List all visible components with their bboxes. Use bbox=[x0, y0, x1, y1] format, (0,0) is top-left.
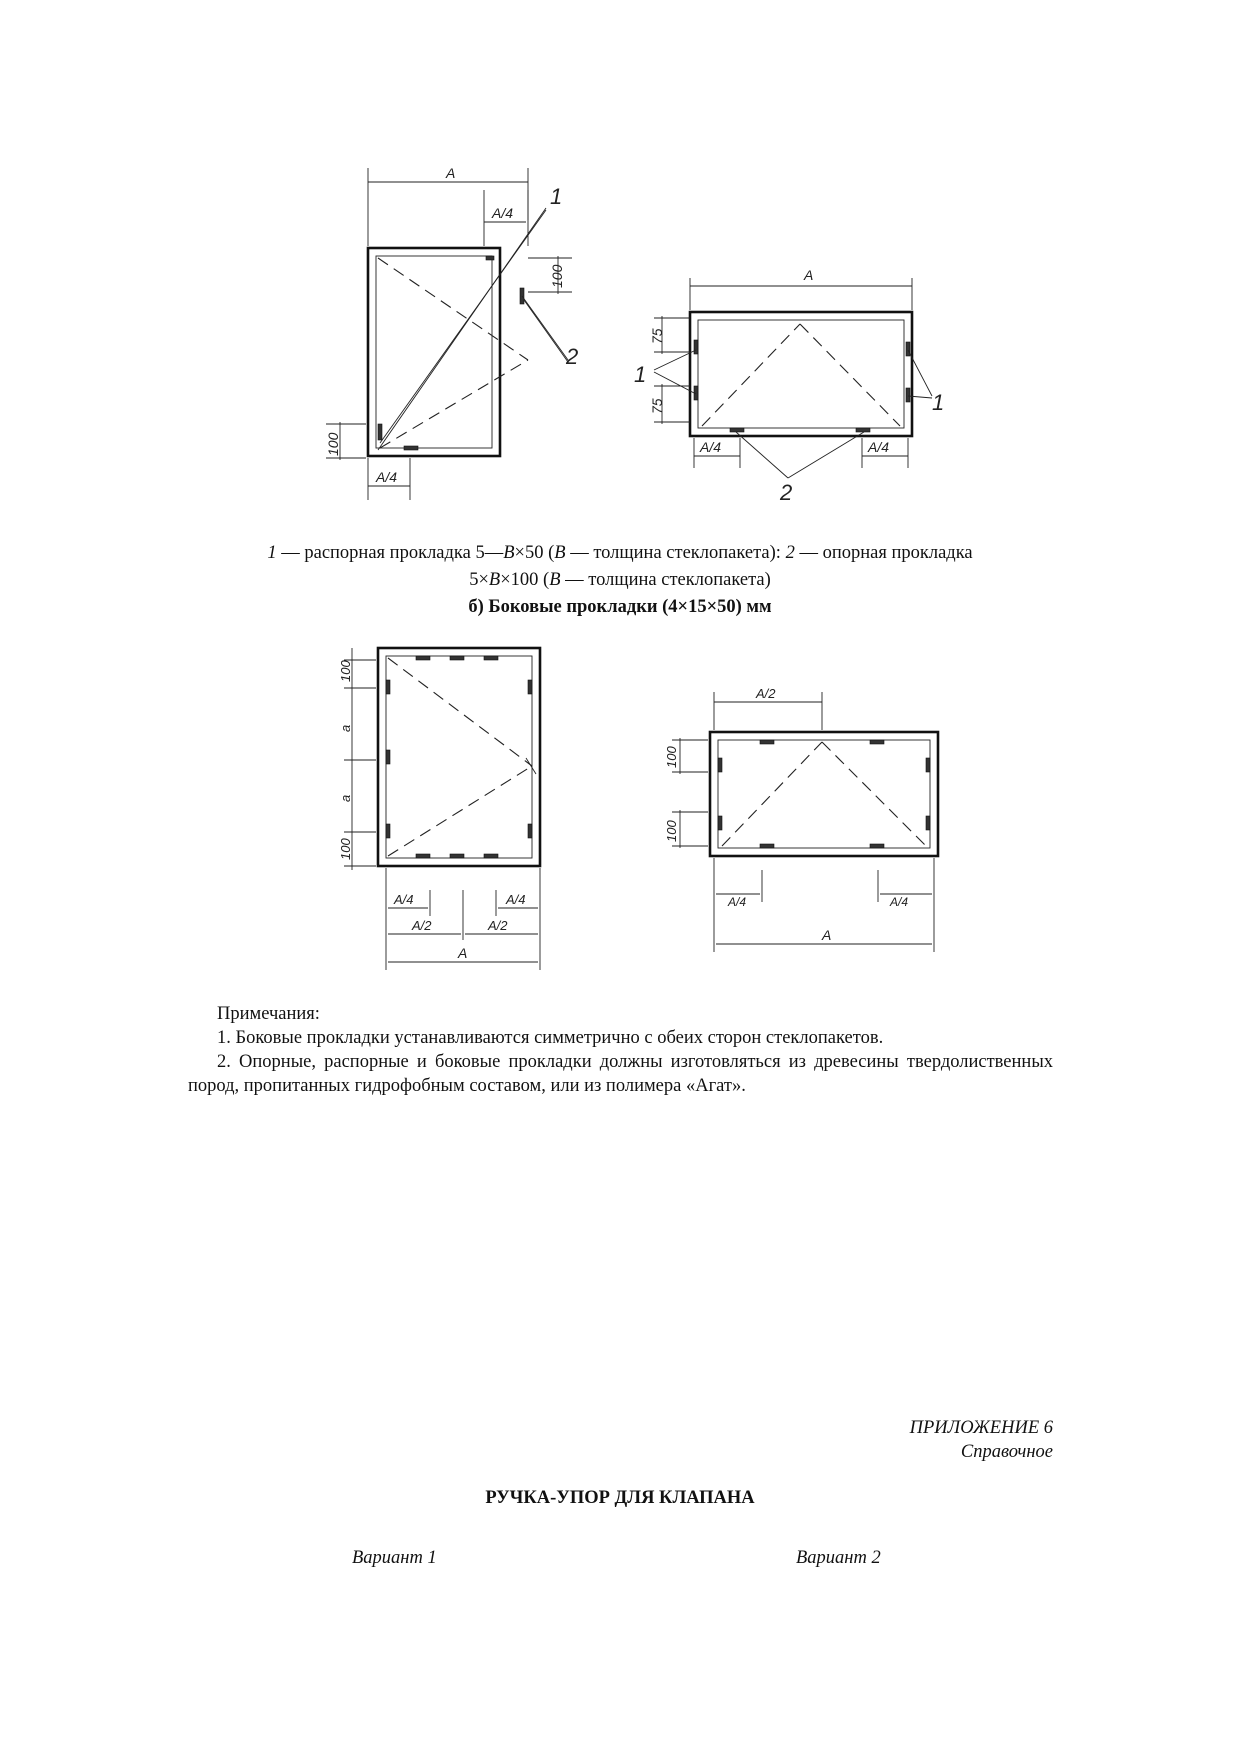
side-pad bbox=[484, 656, 498, 660]
section-subtitle: б) Боковые прокладки (4×15×50) мм bbox=[468, 597, 772, 617]
spacer-pad bbox=[486, 256, 494, 260]
fig-b-left-dim-a-upper: a bbox=[338, 724, 353, 732]
fig-b-left-dim-a2-left: A/2 bbox=[412, 918, 432, 933]
figure-a-right-frame bbox=[654, 278, 932, 478]
notes-block bbox=[188, 1002, 1053, 1098]
caption-line-2 bbox=[200, 567, 1040, 594]
support-pad bbox=[730, 428, 744, 432]
side-pad bbox=[416, 854, 430, 858]
side-pad bbox=[484, 854, 498, 858]
side-pad bbox=[386, 824, 390, 838]
fig-a-right-dim-75-bottom: 75 bbox=[649, 398, 665, 414]
side-pad bbox=[760, 844, 774, 848]
fig-a-left-dim-a4-top: A/4 bbox=[492, 205, 514, 221]
figure-a-left-frame bbox=[326, 168, 572, 500]
note-item-2: 2. Опорные, распорные и боковые прокладки должны изготовляться из древесины твердолиственных пород, пропитанных гидрофобным составом, или из полимера «Агат». bbox=[188, 1052, 1053, 1096]
fig-a-left-dim-a4-bottom: A/4 bbox=[376, 469, 398, 485]
spacer-pad bbox=[906, 342, 910, 356]
spacer-pad bbox=[694, 340, 698, 354]
fig-a-right-dim-a4-right: A/4 bbox=[868, 439, 890, 455]
caption-text-7: — толщина стеклопакета) bbox=[560, 570, 771, 590]
appendix-type: Справочное bbox=[960, 1442, 1053, 1462]
caption-text-2: ×50 ( bbox=[514, 543, 555, 563]
side-pad bbox=[386, 750, 390, 764]
side-pad bbox=[718, 816, 722, 830]
caption-text-1: — распорная прокладка 5— bbox=[276, 543, 504, 563]
figure-a-drawings bbox=[0, 160, 1240, 530]
fig-a-left-callout-2: 2 bbox=[566, 344, 579, 369]
appendix-label: ПРИЛОЖЕНИЕ 6 bbox=[909, 1418, 1053, 1438]
variant-1-label: Вариант 1 bbox=[352, 1548, 437, 1568]
side-pad bbox=[528, 824, 532, 838]
caption-var-b4: В bbox=[549, 570, 561, 590]
spacer-pad bbox=[906, 388, 910, 402]
side-pad bbox=[926, 758, 930, 772]
fig-a-left-callout-1: 1 bbox=[550, 184, 563, 209]
fig-a-right-dim-a4-left: A/4 bbox=[700, 439, 722, 455]
fig-b-left-dim-100-top: 100 bbox=[338, 660, 353, 682]
support-pad bbox=[404, 446, 418, 450]
fig-a-left-dim-100-top: 100 bbox=[549, 264, 565, 288]
spacer-pad bbox=[378, 424, 382, 440]
fig-a-right-callout-2: 2 bbox=[780, 480, 793, 505]
support-pad bbox=[856, 428, 870, 432]
figure-b-left-frame bbox=[344, 648, 540, 970]
caption-num-1: 1 bbox=[267, 543, 277, 563]
side-pad bbox=[450, 656, 464, 660]
fig-a-left-dim-a: A bbox=[446, 165, 456, 181]
appendix-header bbox=[910, 1416, 1053, 1464]
figure-b-right-frame bbox=[672, 692, 938, 952]
fig-b-left-dim-a: A bbox=[458, 945, 468, 961]
notes-heading: Примечания: bbox=[217, 1004, 320, 1024]
fig-b-right-dim-a2: A/2 bbox=[756, 686, 776, 701]
side-pad bbox=[386, 680, 390, 694]
fig-b-right-dim-a4-right: A/4 bbox=[890, 895, 909, 909]
caption-var-b3: В bbox=[488, 570, 501, 590]
caption-text-3: — толщина стеклопакета): bbox=[565, 543, 786, 563]
side-pad bbox=[718, 758, 722, 772]
caption-text-6: ×100 ( bbox=[500, 570, 550, 590]
appendix-title: РУЧКА-УПОР ДЛЯ КЛАПАНА bbox=[485, 1488, 755, 1508]
fig-a-left-dim-100-bottom: 100 bbox=[325, 432, 341, 456]
figure-a-caption bbox=[200, 540, 1040, 621]
fig-b-left-dim-a2-right: A/2 bbox=[488, 918, 508, 933]
fig-a-right-callout-1-left: 1 bbox=[634, 362, 647, 387]
caption-num-2: 2 bbox=[785, 543, 795, 563]
caption-text-4: — опорная прокладка bbox=[794, 543, 973, 563]
fig-b-left-dim-100-bottom: 100 bbox=[338, 838, 353, 860]
side-pad bbox=[528, 680, 532, 694]
fig-a-right-dim-a: A bbox=[804, 267, 814, 283]
caption-line-1 bbox=[200, 540, 1040, 567]
side-pad bbox=[450, 854, 464, 858]
variant-2-label: Вариант 2 bbox=[796, 1548, 881, 1568]
fig-b-right-dim-a: A bbox=[822, 927, 832, 943]
side-pad bbox=[870, 844, 884, 848]
fig-a-right-dim-75-top: 75 bbox=[649, 328, 665, 344]
fig-a-right-callout-1-right: 1 bbox=[932, 390, 945, 415]
fig-b-left-dim-a-lower: a bbox=[338, 794, 353, 802]
fig-b-right-dim-100-bottom: 100 bbox=[664, 820, 679, 842]
fig-b-right-dim-a4-left: A/4 bbox=[728, 895, 747, 909]
fig-b-left-dim-a4-left: A/4 bbox=[394, 892, 414, 907]
side-pad bbox=[760, 740, 774, 744]
caption-var-b1: В bbox=[503, 543, 515, 563]
caption-var-b2: В bbox=[554, 543, 566, 563]
figure-b-drawings bbox=[0, 640, 1240, 990]
side-pad bbox=[416, 656, 430, 660]
side-pad bbox=[926, 816, 930, 830]
fig-b-left-dim-a4-right: A/4 bbox=[506, 892, 526, 907]
fig-b-right-dim-100-top: 100 bbox=[664, 746, 679, 768]
caption-text-5: 5× bbox=[469, 570, 489, 590]
side-pad bbox=[870, 740, 884, 744]
note-item-1: 1. Боковые прокладки устанавливаются симметрично с обеих сторон стеклопакетов. bbox=[217, 1028, 884, 1048]
